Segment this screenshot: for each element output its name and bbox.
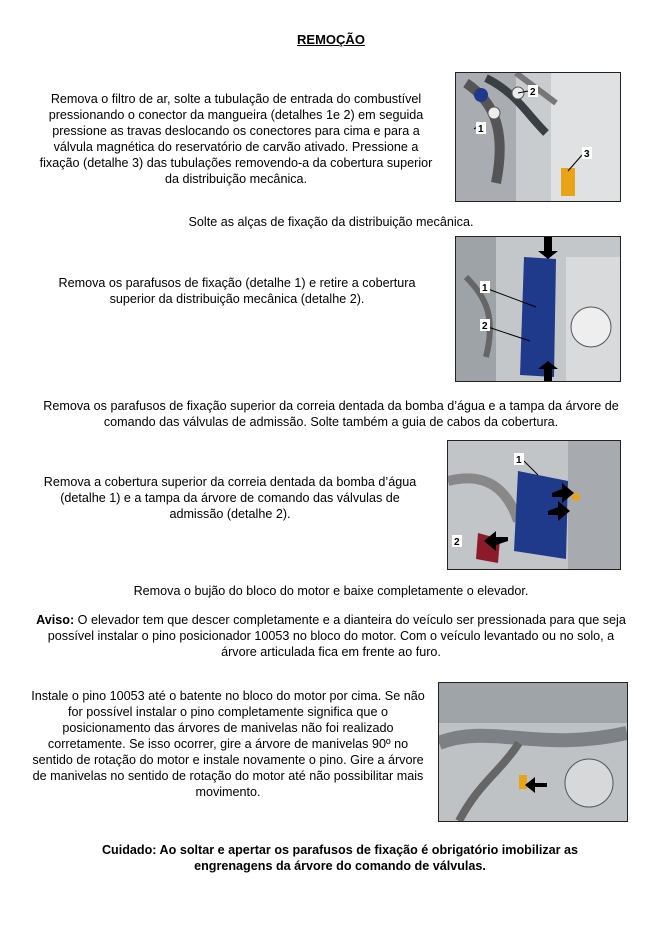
step-3-text: Remova os parafusos de fixação (detalhe 1) e retire a cobertura superior da distribuição mecânica (detalhe 2). xyxy=(58,276,416,306)
figure-timing-cover xyxy=(455,236,621,382)
fig1-callout-3: 3 xyxy=(584,149,590,160)
figure-locking-pin xyxy=(438,682,628,822)
step-4-text: Remova os parafusos de fixação superior da correia dentada da bomba d’água e a tampa da árvore de comando das válvulas de admissão. Solte também a guia de cabos da cobertura. xyxy=(43,399,619,429)
aviso-label: Aviso: xyxy=(36,613,75,627)
step-1-text: Remova o filtro de ar, solte a tubulação de entrada do combustível pressionando o conector da mangueira (detalhes 1e 2) em seguida pressione as travas deslocando os conectores para cima e para a válvula magnética do reservatório de carvão ativado. Pressione a fixação (detalhe 3) das tubulações removendo-a da cobertura superior da distribuição mecânica. xyxy=(39,92,433,186)
figure-fuel-line xyxy=(455,72,621,202)
caution-note: Cuidado: Ao soltar e apertar os parafusos de fixação é obrigatório imobilizar as engrenagens da árvore do comando de válvulas. xyxy=(101,843,579,873)
step-7-text: Instale o pino 10053 até o batente no bloco do motor por cima. Se não for possível instalar o pino completamente significa que o posicionamento das árvores de manivelas não foi realizado corretamente. Se isso ocorrer, gire a árvore de manivelas 90º no sentido de rotação do motor e instale novamente o pino. Gire a árvore de manivelas no sentido de rotação do motor até não possibilitar mais movimento. xyxy=(31,689,425,799)
fig1-callout-1: 1 xyxy=(478,124,484,135)
aviso-note xyxy=(30,612,632,660)
fig3-callout-2: 2 xyxy=(454,537,460,548)
figure-waterpump-cover xyxy=(447,440,621,570)
step-5-text: Remova a cobertura superior da correia dentada da bomba d’água (detalhe 1) e a tampa da árvore de comando das válvulas de admissão (detalhe 2). xyxy=(43,475,417,521)
aviso-text: O elevador tem que descer completamente e a dianteira do veículo ser pressionada para que seja possível instalar o pino posicionador 10053 no bloco do motor. Com o veículo levantado ou no solo, a árvore articulada fica em frente ao furo. xyxy=(47,613,626,659)
step-2-text: Solte as alças de fixação da distribuição mecânica. xyxy=(188,215,474,229)
fig3-callout-1: 1 xyxy=(516,455,522,466)
fig2-callout-1: 1 xyxy=(482,283,488,294)
fig2-callout-2: 2 xyxy=(482,321,488,332)
page-title: REMOÇÃO xyxy=(297,32,365,47)
fig1-callout-2: 2 xyxy=(530,87,536,98)
step-6-text: Remova o bujão do bloco do motor e baixe completamente o elevador. xyxy=(133,584,529,598)
